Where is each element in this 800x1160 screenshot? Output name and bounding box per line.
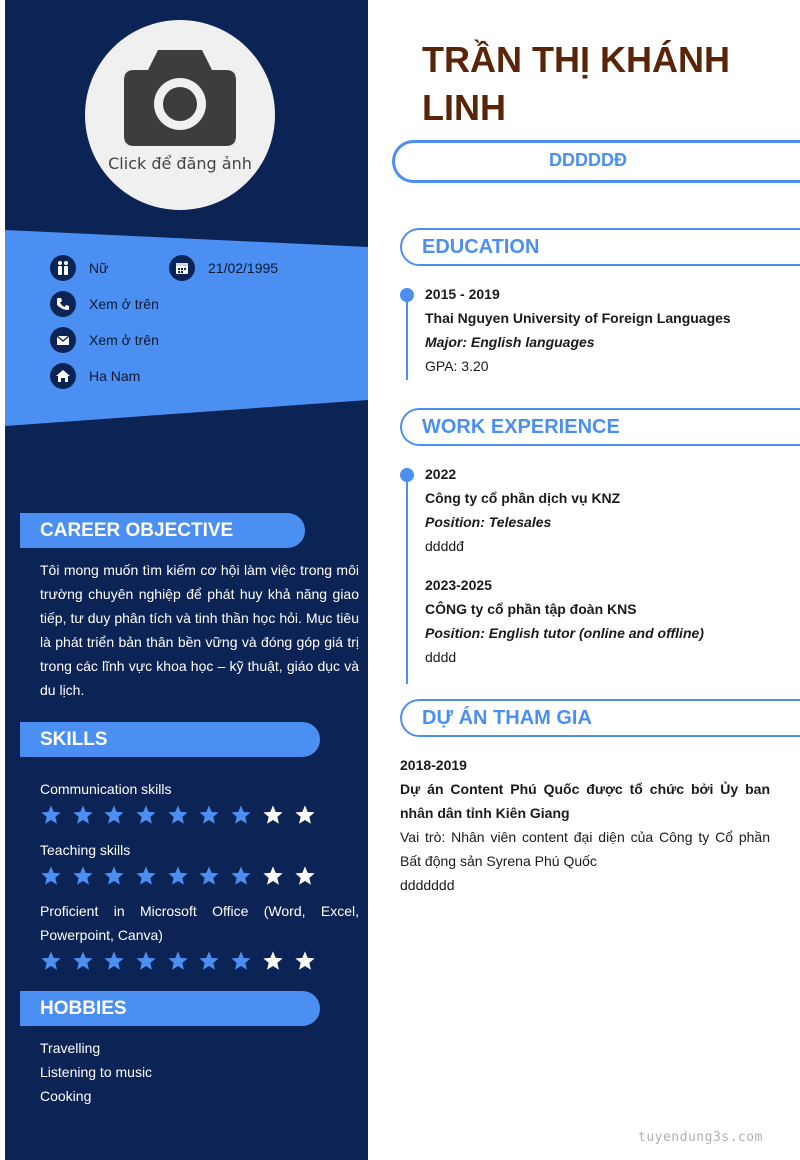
- star-filled-icon: [230, 804, 252, 826]
- photo-upload[interactable]: [85, 20, 275, 210]
- camera-icon: [122, 48, 238, 148]
- skill-name: Communication skills: [40, 781, 172, 797]
- star-empty-icon: [262, 804, 284, 826]
- work-position: Position: Telesales: [425, 514, 552, 530]
- work-timeline: [406, 468, 408, 684]
- calendar-icon: [169, 255, 195, 281]
- star-filled-icon: [40, 865, 62, 887]
- education-entry: [425, 282, 795, 378]
- envelope-icon: [50, 327, 76, 353]
- star-empty-icon: [262, 865, 284, 887]
- star-filled-icon: [167, 950, 189, 972]
- candidate-name: TRẦN THỊ KHÁNH LINH: [422, 39, 730, 128]
- star-empty-icon: [294, 804, 316, 826]
- gender-icon: [50, 255, 76, 281]
- work-entry: [425, 462, 795, 558]
- skills-heading: SKILLS: [20, 722, 320, 757]
- education-years: 2015 - 2019: [425, 286, 500, 302]
- hobby-item: Cooking: [40, 1088, 92, 1104]
- work-years: 2022: [425, 466, 457, 482]
- project-title: Dự án Content Phú Quốc được tổ chức bởi Ủy ban nhân dân tỉnh Kiên Giang: [400, 781, 770, 821]
- projects-heading: DỰ ÁN THAM GIA: [400, 699, 800, 737]
- work-company: Công ty cổ phần dịch vụ KNZ: [425, 490, 621, 506]
- work-position: Position: English tutor (online and offline): [425, 625, 704, 641]
- project-role: Vai trò: Nhân viên content đại diện của Công ty Cổ phần Bất động sản Syrena Phú Quốc: [400, 829, 770, 869]
- hobby-item: Listening to music: [40, 1064, 153, 1080]
- star-filled-icon: [72, 804, 94, 826]
- skill-rating: [40, 804, 325, 826]
- phone-icon: [50, 291, 76, 317]
- star-filled-icon: [135, 865, 157, 887]
- skill-rating: [40, 865, 325, 887]
- watermark: tuyendung3s.com: [638, 1130, 763, 1145]
- email-value: Xem ở trên: [89, 332, 159, 348]
- timeline-dot: [400, 288, 414, 302]
- work-company: CÔNG ty cổ phần tập đoàn KNS: [425, 601, 637, 617]
- star-filled-icon: [40, 804, 62, 826]
- education-gpa: GPA: 3.20: [425, 358, 489, 374]
- dob-value: 21/02/1995: [208, 260, 279, 276]
- work-description: dddd: [425, 649, 457, 665]
- star-filled-icon: [230, 865, 252, 887]
- work-description: ddddđ: [425, 538, 464, 554]
- position-title: DDDDDĐ: [549, 150, 627, 170]
- star-filled-icon: [167, 804, 189, 826]
- star-filled-icon: [167, 865, 189, 887]
- hobby-item: Travelling: [40, 1040, 101, 1056]
- skill-rating: [40, 950, 325, 972]
- star-filled-icon: [198, 950, 220, 972]
- hobbies-heading: HOBBIES: [20, 991, 320, 1026]
- career-objective-text: Tôi mong muốn tìm kiếm cơ hội làm việc trong môi trường chuyên nghiệp để phát huy khả năng giao tiếp, tư duy phân tích và tinh thần học hỏi. Mục tiêu là phát triển bản thân bền vững và đóng góp giá trị trong các lĩnh vực khoa học – kỹ thuật, giáo dục và du lịch.: [40, 562, 359, 698]
- star-empty-icon: [294, 865, 316, 887]
- star-filled-icon: [103, 804, 125, 826]
- timeline-dot: [400, 468, 414, 482]
- star-filled-icon: [40, 950, 62, 972]
- skill-name: Proficient in Microsoft Office (Word, Excel, Powerpoint, Canva): [40, 903, 359, 943]
- gender-value: Nữ: [89, 260, 109, 276]
- skill-name: Teaching skills: [40, 842, 131, 858]
- star-filled-icon: [103, 865, 125, 887]
- contact-gender: [50, 255, 108, 281]
- star-filled-icon: [72, 865, 94, 887]
- star-filled-icon: [103, 950, 125, 972]
- photo-caption: Click để đăng ảnh: [108, 154, 252, 173]
- career-objective-heading: CAREER OBJECTIVE: [20, 513, 305, 548]
- address-value: Ha Nam: [89, 368, 141, 384]
- project-description: ddddddd: [400, 877, 455, 893]
- star-filled-icon: [198, 804, 220, 826]
- education-heading: EDUCATION: [400, 228, 800, 266]
- phone-value: Xem ở trên: [89, 296, 159, 312]
- star-filled-icon: [230, 950, 252, 972]
- contact-dob: [169, 255, 278, 281]
- education-major: Major: English languages: [425, 334, 595, 350]
- sidebar: [5, 0, 368, 1160]
- star-empty-icon: [262, 950, 284, 972]
- star-filled-icon: [135, 804, 157, 826]
- work-experience-heading: WORK EXPERIENCE: [400, 408, 800, 446]
- contact-phone: [50, 291, 159, 317]
- work-entry: [425, 573, 795, 669]
- project-years: 2018-2019: [400, 757, 467, 773]
- work-years: 2023-2025: [425, 577, 492, 593]
- star-filled-icon: [72, 950, 94, 972]
- star-filled-icon: [198, 865, 220, 887]
- star-filled-icon: [135, 950, 157, 972]
- star-empty-icon: [294, 950, 316, 972]
- education-school: Thai Nguyen University of Foreign Languages: [425, 310, 731, 326]
- project-entry: [400, 753, 770, 897]
- contact-address: [50, 363, 140, 389]
- contact-email: [50, 327, 159, 353]
- home-icon: [50, 363, 76, 389]
